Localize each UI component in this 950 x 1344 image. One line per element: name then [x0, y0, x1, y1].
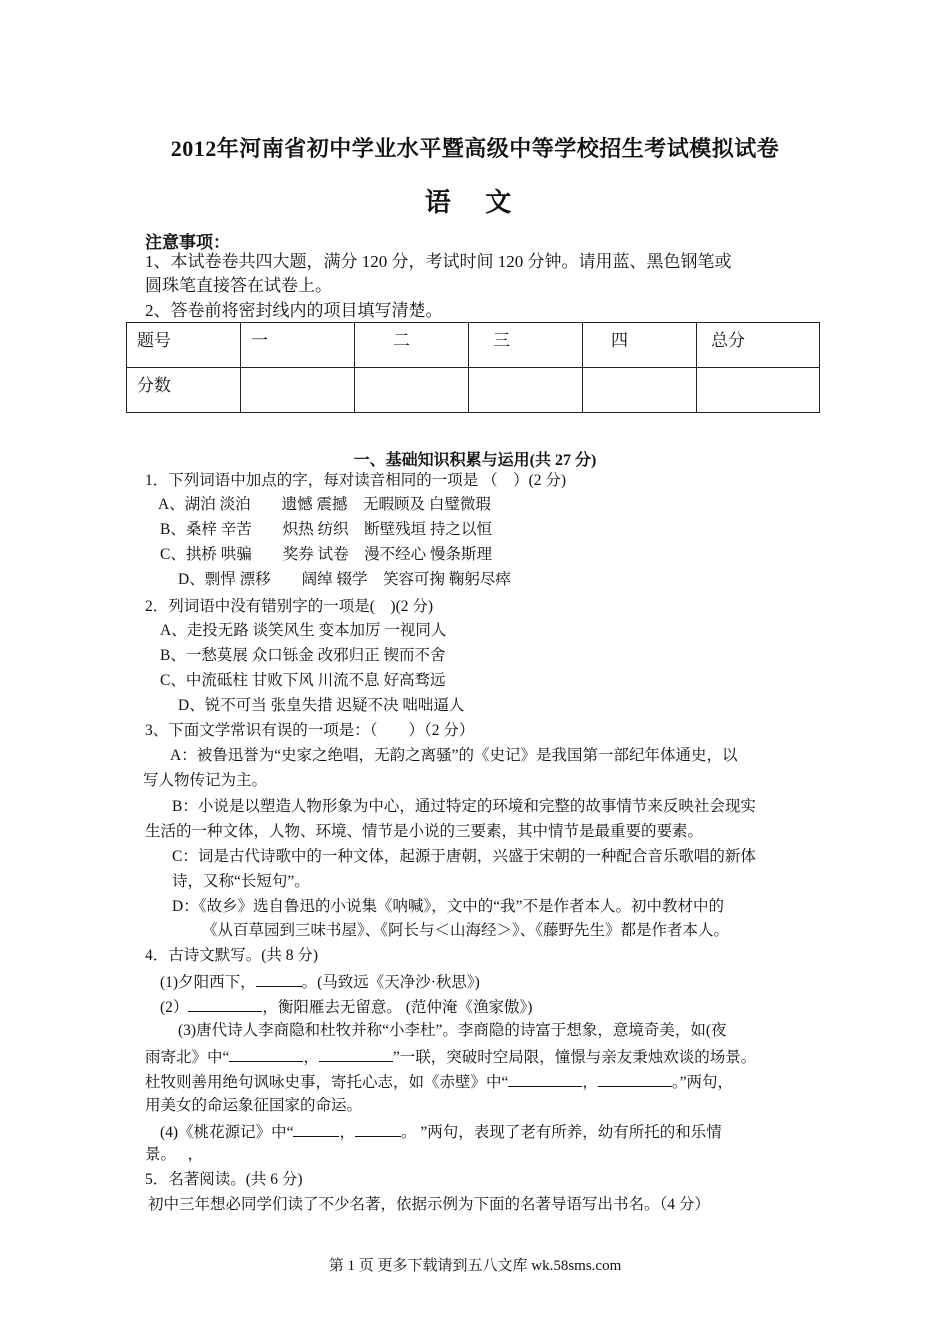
q3-option-b-line2: 生活的一种文体，人物、环境、情节是小说的三要素，其中情节是最重要的要素。: [145, 823, 704, 840]
score-header-cell: 总分: [697, 323, 820, 368]
note-line-2: 2、答卷前将密封线内的项目填写清楚。: [145, 301, 443, 320]
q5-description: 初中三年想必同学们读了不少名著，依据示例为下面的名著导语写出书名。（4 分）: [148, 1196, 710, 1213]
q4-p2-suffix: ，衡阳雁去无留意。 (范仲淹《渔家傲》): [262, 999, 533, 1016]
q1-option-c: C、拱桥 哄骗 奖券 试卷 漫不经心 慢条斯理: [160, 546, 492, 563]
score-cell[interactable]: [241, 368, 355, 413]
q4-p3-l3-suffix: 。”两句，: [671, 1074, 734, 1091]
q3-option-c-line2: 诗，又称“长短句”。: [172, 873, 310, 890]
q1-option-d: D、剽悍 漂移 阔绰 辍学 笑容可掬 鞠躬尽瘁: [178, 571, 511, 588]
score-cell[interactable]: [469, 368, 583, 413]
q4-p4-prefix: (4)《桃花源记》中“: [160, 1124, 294, 1141]
q2-option-d: D、锐不可当 张皇失措 迟疑不决 咄咄逼人: [178, 697, 465, 714]
q4-p3-l2-sep: ，: [303, 1049, 319, 1066]
q4-part-1: [160, 971, 480, 993]
q4-p3-l3-sep: ，: [582, 1074, 598, 1091]
q4-part-3-line1: (3)唐代诗人李商隐和杜牧并称“小李杜”。李商隐的诗富于想象，意境奇美，如(夜: [178, 1022, 727, 1039]
q2-stem: 2．列词语中没有错别字的一项是( )(2 分): [145, 598, 434, 615]
score-cell[interactable]: [697, 368, 820, 413]
q3-option-c-line1: C：词是古代诗歌中的一种文体，起源于唐朝，兴盛于宋朝的一种配合音乐歌唱的新体: [172, 848, 756, 865]
answer-blank[interactable]: [355, 1121, 401, 1137]
answer-blank[interactable]: [319, 1046, 393, 1062]
score-header-cell: 二: [355, 323, 469, 368]
score-header-cell: 题号: [127, 323, 241, 368]
q4-p1-prefix: (1)夕阳西下，: [160, 974, 256, 991]
answer-blank[interactable]: [229, 1046, 303, 1062]
q4-p4-suffix: 。 ”两句，表现了老有所养，幼有所托的和乐情: [400, 1124, 722, 1141]
score-cell[interactable]: [355, 368, 469, 413]
answer-blank[interactable]: [508, 1071, 582, 1087]
q5-stem: 5．名著阅读。(共 6 分): [145, 1171, 303, 1188]
q4-p4-sep: ，: [339, 1124, 355, 1141]
page-footer: 第 1 页 更多下载请到五八文库 wk.58sms.com: [328, 1258, 622, 1274]
q3-option-b-line1: B：小说是以塑造人物形象为中心，通过特定的环境和完整的故事情节来反映社会现实: [172, 798, 756, 815]
section-heading: 一、基础知识积累与运用(共 27 分): [353, 452, 597, 469]
q3-stem: 3、下面文学常识有误的一项是：（ ）（2 分）: [145, 722, 475, 739]
score-table-value-row: [127, 368, 820, 413]
score-header-cell: 三: [469, 323, 583, 368]
score-row-label: 分数: [127, 368, 241, 413]
exam-title: 2012年河南省初中学业水平暨高级中等学校招生考试模拟试卷: [170, 136, 780, 161]
note-line-1a: 1、本试卷卷共四大题，满分 120 分，考试时间 120 分钟。请用蓝、黑色钢笔或: [145, 252, 732, 271]
q2-option-c: C、中流砥柱 甘败下风 川流不息 好高骛远: [160, 672, 446, 689]
q3-option-d-line1: D：《故乡》选自鲁迅的小说集《呐喊》，文中的“我”不是作者本人。初中教材中的: [172, 898, 724, 915]
answer-blank[interactable]: [293, 1121, 339, 1137]
q4-part-4-line2: 景。 ，: [145, 1146, 204, 1163]
q4-p3-l3-prefix: 杜牧则善用绝句讽咏史事，寄托心志，如《赤壁》中“: [145, 1074, 509, 1091]
q1-stem: 1．下列词语中加点的字，每对读音相同的一项是 （ ）(2 分): [145, 472, 567, 489]
q3-option-d-line2: 《从百草园到三味书屋》、《阿长与＜山海经＞》、《藤野先生》都是作者本人。: [202, 922, 730, 939]
q4-part-3-line4: 用美女的命运象征国家的命运。: [145, 1097, 363, 1114]
q4-part-4: [160, 1121, 722, 1143]
q2-option-b: B、一愁莫展 众口铄金 改邪归正 锲而不舍: [160, 647, 446, 664]
score-table: [126, 322, 820, 413]
score-header-cell: 四: [583, 323, 697, 368]
answer-blank[interactable]: [188, 996, 262, 1012]
q3-option-a-line1: A：被鲁迅誉为“史家之绝唱，无韵之离骚”的《史记》是我国第一部纪年体通史，以: [170, 747, 738, 764]
q4-p3-l2-prefix: 雨寄北》中“: [145, 1049, 230, 1066]
score-table-header-row: [127, 323, 820, 368]
note-line-1b: 圆珠笔直接答在试卷上。: [145, 276, 332, 295]
q1-option-b: B、桑梓 辛苦 炽热 纺织 断壁残垣 持之以恒: [160, 521, 492, 538]
q4-p1-suffix: 。(马致远《天净沙·秋思》): [301, 974, 480, 991]
q4-part-2: [160, 996, 532, 1018]
q4-stem: 4．古诗文默写。(共 8 分): [145, 947, 319, 964]
subject-title: 语 文: [424, 188, 526, 217]
q4-p2-prefix: (2）: [160, 999, 189, 1016]
q4-p3-l2-suffix: ”一联，突破时空局限，憧憬与亲友秉烛欢谈的场景。: [392, 1049, 757, 1066]
q4-part-3-line3: [145, 1071, 733, 1093]
q3-option-a-line2: 写人物传记为主。: [143, 772, 268, 789]
q4-part-3-line2: [145, 1046, 756, 1068]
score-cell[interactable]: [583, 368, 697, 413]
notes-heading: 注意事项：: [145, 233, 230, 252]
answer-blank[interactable]: [598, 1071, 672, 1087]
score-header-cell: 一: [241, 323, 355, 368]
q2-option-a: A、走投无路 谈笑风生 变本加厉 一视同人: [160, 622, 447, 639]
answer-blank[interactable]: [256, 971, 302, 987]
q1-option-a: A、湖泊 淡泊 遗憾 震撼 无暇顾及 白璧微瑕: [158, 496, 491, 513]
